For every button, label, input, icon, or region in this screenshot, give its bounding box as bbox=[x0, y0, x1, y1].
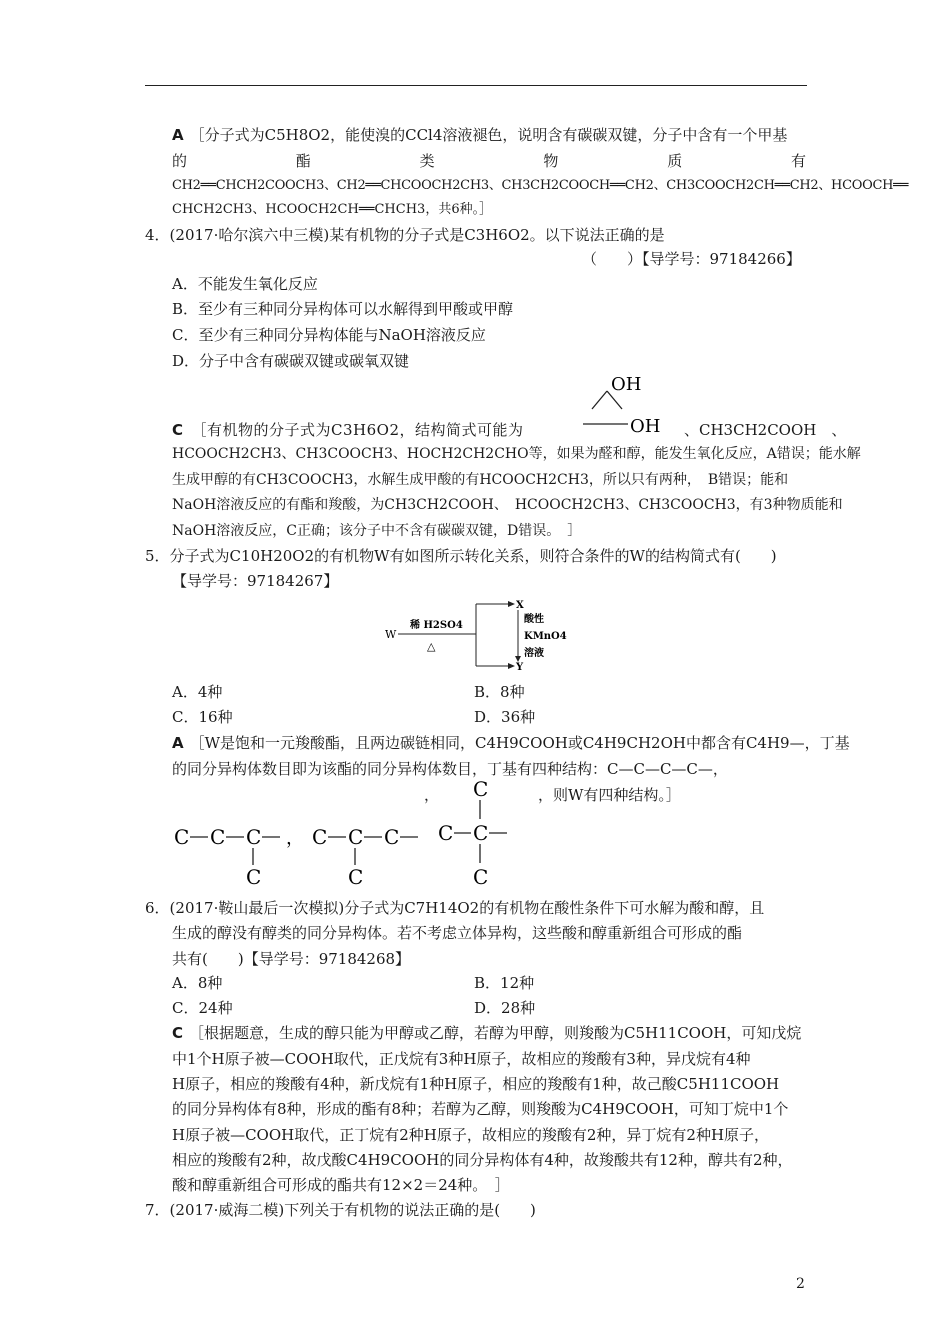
q6-answer: C bbox=[172, 1024, 184, 1042]
svg-text:C: C bbox=[210, 825, 226, 849]
diagram-reagent-line-1: 酸性 bbox=[524, 614, 544, 625]
header-rule bbox=[145, 85, 807, 86]
q3-explanation-line-3: CH2══CHCH2COOCH3、CH2══CHCOOCH2CH3、CH3CH2COOCH══CH2、CH3COOCH2CH══CH2、HCOOCH══ bbox=[172, 178, 909, 193]
q5-option-b: B．8种 bbox=[474, 683, 525, 701]
diagram-w-label: W bbox=[385, 628, 397, 641]
q3-answer: A bbox=[172, 126, 184, 144]
page-number: 2 bbox=[796, 1276, 805, 1292]
q5-explanation-line-2: 的同分异构体数目即为该酯的同分异构体数目，丁基有四种结构：C—C—C—C—， bbox=[172, 760, 728, 778]
q6-option-a: A．8种 bbox=[172, 974, 223, 992]
q4-explanation-line-1: C ［有机物的分子式为C3H6O2，结构简式可能为 bbox=[172, 421, 524, 439]
svg-text:C: C bbox=[348, 825, 364, 849]
q5-option-c: C．16种 bbox=[172, 708, 233, 726]
svg-text:C: C bbox=[246, 825, 262, 849]
q7-stem: 7．(2017·威海二模)下列关于有机物的说法正确的是( ) bbox=[145, 1201, 536, 1219]
butyl-structure-tert bbox=[438, 777, 507, 889]
q4-answer: C bbox=[172, 421, 184, 439]
q5-stem: 5．分子式为C10H20O2的有机物W有如图所示转化关系，则符合条件的W的结构简式有( ) bbox=[145, 547, 777, 565]
q6-stem-line-3: 共有( )【导学号：97184268】 bbox=[172, 950, 411, 968]
q6-stem-line-1: 6．(2017·鞍山最后一次模拟)分子式为C7H14O2的有机物在酸性条件下可水解为酸和醇，且 bbox=[145, 899, 765, 917]
q5-explanation-comma: ， bbox=[424, 786, 440, 804]
svg-text:C: C bbox=[174, 825, 190, 849]
diagram-reagent-line-3: 溶液 bbox=[524, 648, 544, 659]
q6-option-c: C．24种 bbox=[172, 999, 233, 1017]
cyclopropane-diol-structure bbox=[578, 372, 698, 442]
q6-explanation-line-6: 相应的羧酸有2种，故戊酸C4H9COOH的同分异构体有4种，故羧酸共有12种，醇共有2种， bbox=[172, 1151, 793, 1169]
oh-label-top: OH bbox=[611, 374, 642, 395]
q5-explanation-line-3-tail: ，则W有四种结构。］ bbox=[538, 786, 681, 804]
q6-option-b: B．12种 bbox=[474, 974, 535, 992]
q6-explanation-line-7: 酸和醇重新组合可形成的酯共有12×2＝24种。 ］ bbox=[172, 1176, 510, 1194]
q3-explanation-line-1: A ［分子式为C5H8O2，能使溴的CCl4溶液褪色，说明含有碳碳双键，分子中含有一个甲基 bbox=[172, 126, 788, 144]
diagram-condition-acid: 稀 H2SO4 bbox=[410, 620, 463, 631]
butyl-structure-iso bbox=[312, 825, 418, 889]
butyl-isomer-structures bbox=[160, 772, 540, 890]
q3-explanation-line-2: 的 酯 类 物 质 有 bbox=[172, 152, 806, 170]
svg-text:C: C bbox=[473, 821, 489, 845]
svg-text:C: C bbox=[348, 865, 364, 889]
q3-explanation-line-4: CHCH2CH3、HCOOCH2CH══CHCH3，共6种。］ bbox=[172, 202, 493, 217]
ring-bond-left bbox=[592, 391, 607, 409]
q5-transformation-diagram bbox=[382, 596, 582, 674]
q5-answer: A bbox=[172, 734, 184, 752]
q4-explanation-line-2: HCOOCH2CH3、CH3COOCH3、HOCH2CH2CHO等，如果为醛和醇，能发生氧化反应，A错误；能水解 bbox=[172, 446, 861, 462]
q5-option-d: D．36种 bbox=[474, 708, 536, 726]
q4-stem: 4．(2017·哈尔滨六中三模)某有机物的分子式是C3H6O2。以下说法正确的是 bbox=[145, 226, 665, 244]
q6-explanation-line-4: 的同分异构体有8种，形成的酯有8种；若醇为乙醇，则羧酸为C4H9COOH，可知丁烷中1个 bbox=[172, 1100, 789, 1118]
diagram-arrowhead-y bbox=[508, 663, 515, 669]
butyl-structure-sec bbox=[174, 825, 280, 889]
q4-option-d: D．分子中含有碳碳双键或碳氧双键 bbox=[172, 352, 410, 370]
q4-explanation-line-3: 生成甲醇的有CH3COOCH3，水解生成甲酸的有HCOOCH2CH3，所以只有两种， B错误；能和 bbox=[172, 472, 789, 488]
svg-text:C: C bbox=[473, 865, 489, 889]
oh-label-right: OH bbox=[630, 416, 661, 437]
diagram-x-label: X bbox=[516, 600, 524, 611]
diagram-arrowhead-x bbox=[508, 601, 515, 607]
structure-separator-comma: ， bbox=[286, 828, 304, 849]
svg-text:C: C bbox=[438, 821, 454, 845]
q6-stem-line-2: 生成的醇没有醇类的同分异构体。若不考虑立体异构，这些酸和醇重新组合可形成的酯 bbox=[172, 924, 743, 942]
svg-text:C: C bbox=[246, 865, 262, 889]
q4-guide-number: （ ）【导学号：97184266】 bbox=[582, 250, 801, 268]
svg-text:C: C bbox=[384, 825, 400, 849]
q6-option-d: D．28种 bbox=[474, 999, 536, 1017]
diagram-condition-heat: △ bbox=[427, 640, 436, 653]
q4-option-c: C．至少有三种同分异构体能与NaOH溶液反应 bbox=[172, 326, 486, 344]
q4-explanation-line-4: NaOH溶液反应的有酯和羧酸，为CH3CH2COOH、 HCOOCH2CH3、CH3COOCH3，有3种物质能和 bbox=[172, 497, 843, 513]
svg-text:C: C bbox=[473, 777, 489, 801]
q5-explanation-line-1: A ［W是饱和一元羧酸酯，且两边碳链相同，C4H9COOH或C4H9CH2OH中都含有C4H9—，丁基 bbox=[172, 734, 850, 752]
q4-option-a: A．不能发生氧化反应 bbox=[172, 275, 318, 293]
q4-option-b: B．至少有三种同分异构体可以水解得到甲酸或甲醇 bbox=[172, 300, 514, 318]
q6-explanation-line-3: H原子，相应的羧酸有4种，新戊烷有1种H原子，相应的羧酸有1种，故己酸C5H11COOH bbox=[172, 1075, 780, 1093]
svg-text:C: C bbox=[312, 825, 328, 849]
q4-explanation-line-1-tail: 、CH3CH2COOH 、 bbox=[684, 421, 847, 439]
q5-guide-number: 【导学号：97184267】 bbox=[172, 572, 339, 590]
q6-explanation-line-5: H原子被—COOH取代，正丁烷有2种H原子，故相应的羧酸有2种，异丁烷有2种H原子， bbox=[172, 1126, 770, 1144]
q4-explanation-line-5: NaOH溶液反应，C正确；该分子中不含有碳碳双键，D错误。 ］ bbox=[172, 523, 582, 539]
diagram-y-label: Y bbox=[516, 662, 524, 673]
diagram-reagent-line-2: KMnO4 bbox=[524, 631, 567, 642]
q5-option-a: A．4种 bbox=[172, 683, 223, 701]
q6-explanation-line-1: C ［根据题意，生成的醇只能为甲醇或乙醇，若醇为甲醇，则羧酸为C5H11COOH，可知戊烷 bbox=[172, 1024, 802, 1042]
q6-explanation-line-2: 中1个H原子被—COOH取代，正戊烷有3种H原子，故相应的羧酸有3种，异戊烷有4种 bbox=[172, 1050, 751, 1068]
